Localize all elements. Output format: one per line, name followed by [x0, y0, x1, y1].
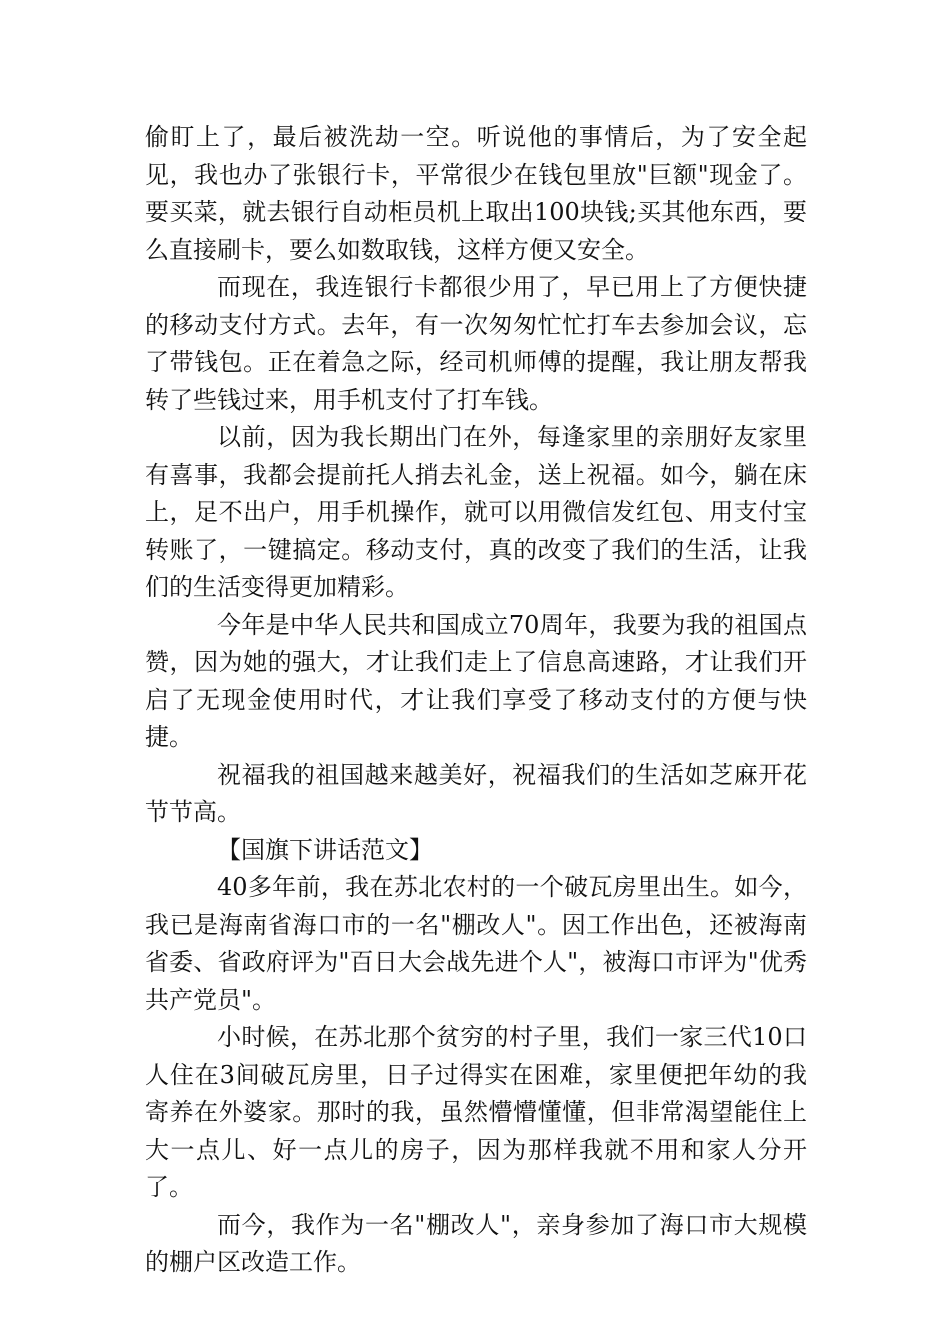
section-heading: 【国旗下讲话范文】 [217, 835, 433, 864]
paragraph-birth: 40多年前，我在苏北农村的一个破瓦房里出生。如今，我已是海南省海口市的一名"棚改人"。因工作出色，还被海南省委、省政府评为"百日大会战先进个人"，被海口市评为"优秀共产党员"。 [145, 873, 807, 1014]
document-body [145, 119, 807, 1282]
paragraph-mobile-payment: 而现在，我连银行卡都很少用了，早已用上了方便快捷的移动支付方式。去年，有一次匆匆忙忙打车去参加会议，忘了带钱包。正在着急之际，经司机师傅的提醒，我让朋友帮我转了些钱过来，用手机支付了打车钱。 [145, 273, 807, 414]
paragraph-gifts: 以前，因为我长期出门在外，每逢家里的亲朋好友家里有喜事，我都会提前托人捎去礼金，送上祝福。如今，躺在床上，足不出户，用手机操作，就可以用微信发红包、用支付宝转账了，一键搞定。移动支付，真的改变了我们的生活，让我们的生活变得更加精彩。 [145, 423, 807, 601]
paragraph-renovation: 而今，我作为一名"棚改人"，亲身参加了海口市大规模的棚户区改造工作。 [145, 1210, 807, 1276]
paragraph-anniversary: 今年是中华人民共和国成立70周年，我要为我的祖国点赞，因为她的强大，才让我们走上了信息高速路，才让我们开启了无现金使用时代，才让我们享受了移动支付的方便与快捷。 [145, 610, 807, 751]
paragraph-childhood: 小时候，在苏北那个贫穷的村子里，我们一家三代10口人住在3间破瓦房里，日子过得实在困难，家里便把年幼的我寄养在外婆家。那时的我，虽然懵懵懂懂，但非常渴望能住上大一点儿、好一点儿的房子，因为那样我就不用和家人分开了。 [145, 1023, 807, 1201]
paragraph-continued: 偷盯上了，最后被洗劫一空。听说他的事情后，为了安全起见，我也办了张银行卡，平常很少在钱包里放"巨额"现金了。要买菜，就去银行自动柜员机上取出100块钱;买其他东西，要么直接刷卡，要么如数取钱，这样方便又安全。 [145, 123, 807, 264]
paragraph-blessing: 祝福我的祖国越来越美好，祝福我们的生活如芝麻开花节节高。 [145, 760, 807, 826]
